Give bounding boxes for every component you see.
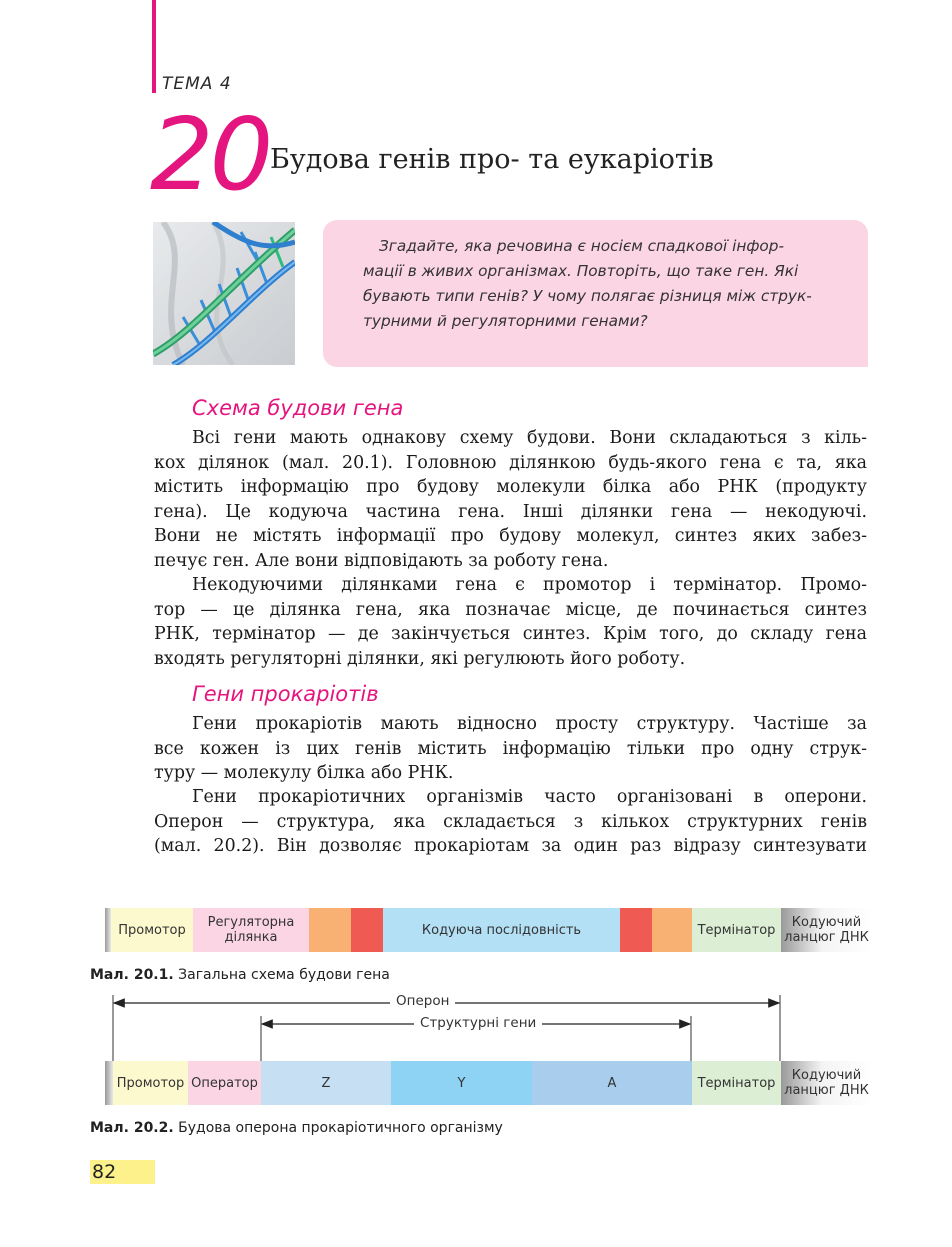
page-number: 82 [90, 1160, 155, 1184]
coding-sequence-segment: Кодуюча послідовність [383, 908, 620, 952]
lesson-title: Будова генів про- та еукаріотів [270, 144, 714, 175]
text-line: (мал. 20.2). Він дозволяє прокаріотам за один раз відразу синтезувати [154, 836, 867, 857]
orange-segment [652, 908, 692, 952]
gene-structure-diagram [105, 908, 872, 952]
section-heading: Гени прокаріотів [192, 682, 379, 706]
dna-helix-image [153, 222, 295, 365]
figure-number: Мал. 20.2. [90, 1120, 174, 1136]
intro-line: турними й регуляторними генами? [363, 312, 648, 330]
terminator-segment: Термінатор [692, 908, 781, 952]
operator-segment: Оператор [188, 1061, 261, 1105]
text-line: туру — молекулу білка або РНК. [154, 763, 454, 784]
regulatory-segment: Регуляторна ділянка [193, 908, 309, 952]
figure-caption-text: Будова оперона прокаріотичного організму [173, 1120, 503, 1136]
intro-line: Згадайте, яка речовина є носієм спадкової інфор- [379, 237, 784, 255]
paragraph [154, 712, 867, 786]
gene-z-segment: Z [261, 1061, 391, 1105]
paragraph [154, 426, 867, 574]
text-line: Оперон — структура, яка складається з кількох структурних генів [154, 811, 867, 832]
intro-question-box [323, 220, 868, 367]
paragraph [154, 785, 867, 859]
terminator-segment: Термінатор [692, 1061, 781, 1105]
gene-y-segment: Y [391, 1061, 532, 1105]
coding-dna-strand-label: Кодуючий ланцюг ДНК [781, 1061, 872, 1105]
text-line: входять регуляторні ділянки, які регулюють його роботу. [154, 648, 686, 669]
section-heading: Схема будови гена [192, 396, 404, 420]
intro-line: мації в живих організмах. Повторіть, що таке ген. Які [363, 262, 799, 280]
text-line: кох ділянок (мал. 20.1). Головною ділянкою будь-якого гена є та, яка [154, 452, 867, 473]
coding-dna-strand-label: Кодуючий ланцюг ДНК [781, 908, 872, 952]
structural-genes-label: Структурні гени [414, 1015, 542, 1031]
operon-label: Оперон [390, 993, 455, 1009]
text-line: містить інформацію про будову молекули білка або РНК (продукту [154, 477, 867, 498]
figure-caption-text: Загальна схема будови гена [173, 967, 390, 983]
text-line: гена). Це кодуюча частина гена. Інші ділянки гена — некодуючі. [154, 501, 867, 522]
orange-segment [309, 908, 351, 952]
topic-accent-bar [152, 0, 156, 93]
text-line: Всі гени мають однакову схему будови. Вони складаються з кіль- [192, 428, 867, 448]
text-line: все кожен із цих генів містить інформацію тільки про одну струк- [154, 738, 867, 759]
text-line: печує ген. Але вони відповідають за роботу гена. [154, 550, 609, 571]
dna-end-left [105, 1061, 113, 1105]
red-segment [620, 908, 652, 952]
text-line: РНК, термінатор — де закінчується синтез. Крім того, до складу гена [154, 624, 867, 645]
red-segment [351, 908, 383, 952]
intro-questions [363, 234, 848, 334]
lesson-number: 20 [150, 96, 270, 213]
promoter-segment: Промотор [111, 908, 193, 952]
promoter-segment: Промотор [113, 1061, 188, 1105]
text-line: Некодуючими ділянками гена є промотор і термінатор. Промо- [192, 575, 867, 595]
text-line: Гени прокаріотичних організмів часто організовані в оперони. [192, 787, 867, 807]
operon-diagram [105, 1061, 872, 1105]
text-line: Вони не містять інформації про будову молекул, синтез яких забез- [154, 526, 867, 547]
text-line: Гени прокаріотів мають відносно просту структуру. Частіше за [192, 714, 867, 734]
figure-caption [90, 1120, 503, 1136]
intro-line: бувають типи генів? У чому полягає різниця між струк- [363, 287, 812, 305]
text-line: тор — це ділянка гена, яка позначає місце, де починається синтез [154, 599, 867, 620]
figure-caption [90, 967, 390, 983]
paragraph [154, 573, 867, 671]
figure-number: Мал. 20.1. [90, 967, 174, 983]
gene-a-segment: A [532, 1061, 692, 1105]
topic-label: ТЕМА 4 [162, 74, 232, 94]
